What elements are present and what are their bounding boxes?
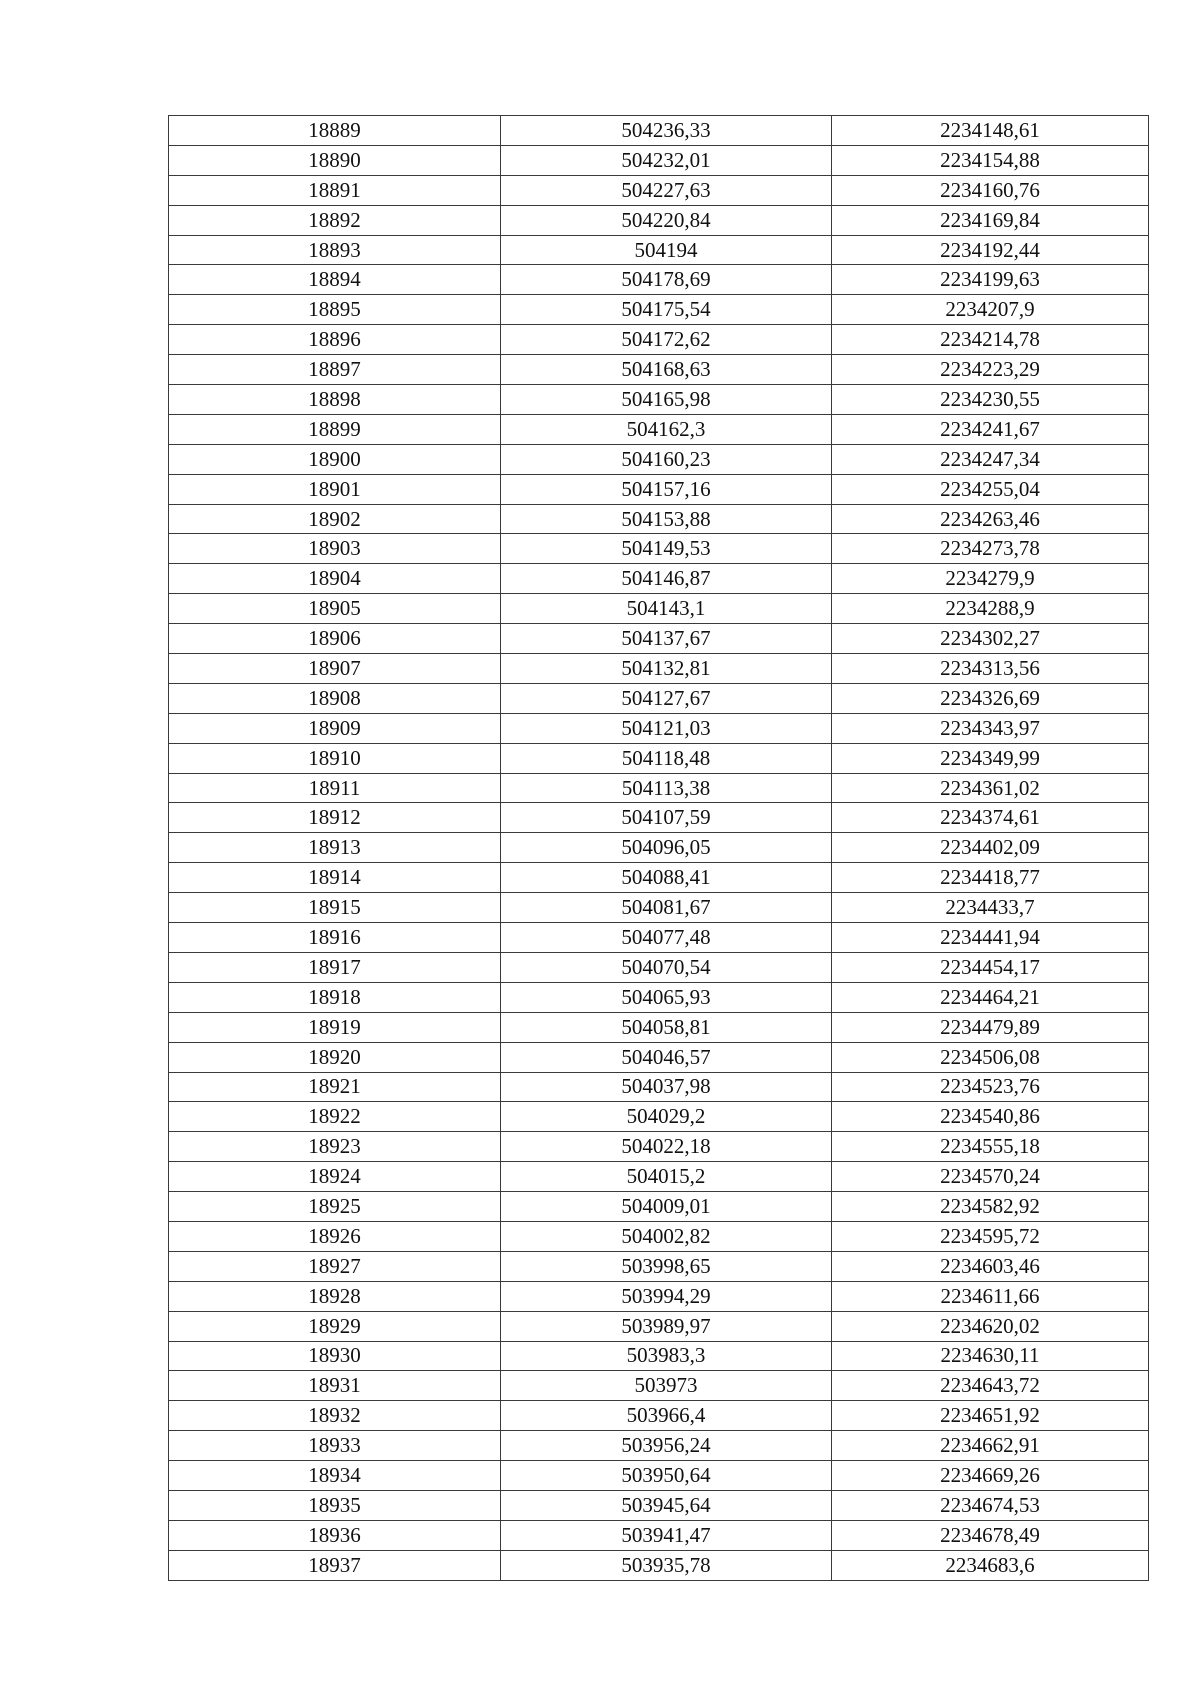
y-coordinate-cell: 2234263,46 bbox=[832, 504, 1149, 534]
table-row bbox=[169, 833, 1149, 863]
x-coordinate-cell: 504081,67 bbox=[501, 893, 832, 923]
y-coordinate-cell: 2234540,86 bbox=[832, 1102, 1149, 1132]
table-row bbox=[169, 654, 1149, 684]
table-row bbox=[169, 1490, 1149, 1520]
y-coordinate-cell: 2234603,46 bbox=[832, 1251, 1149, 1281]
y-coordinate-cell: 2234313,56 bbox=[832, 654, 1149, 684]
table-row bbox=[169, 145, 1149, 175]
table-row bbox=[169, 534, 1149, 564]
point-number-cell: 18917 bbox=[169, 952, 501, 982]
x-coordinate-cell: 503989,97 bbox=[501, 1311, 832, 1341]
table-row bbox=[169, 1311, 1149, 1341]
point-number-cell: 18911 bbox=[169, 773, 501, 803]
table-row bbox=[169, 205, 1149, 235]
y-coordinate-cell: 2234570,24 bbox=[832, 1162, 1149, 1192]
x-coordinate-cell: 503956,24 bbox=[501, 1431, 832, 1461]
table-row bbox=[169, 444, 1149, 474]
table-row bbox=[169, 265, 1149, 295]
y-coordinate-cell: 2234199,63 bbox=[832, 265, 1149, 295]
point-number-cell: 18891 bbox=[169, 175, 501, 205]
table-row bbox=[169, 713, 1149, 743]
x-coordinate-cell: 504037,98 bbox=[501, 1072, 832, 1102]
point-number-cell: 18899 bbox=[169, 414, 501, 444]
table-row bbox=[169, 1251, 1149, 1281]
x-coordinate-cell: 503966,4 bbox=[501, 1401, 832, 1431]
x-coordinate-cell: 504178,69 bbox=[501, 265, 832, 295]
x-coordinate-cell: 504165,98 bbox=[501, 385, 832, 415]
x-coordinate-cell: 503935,78 bbox=[501, 1550, 832, 1580]
table-row bbox=[169, 1012, 1149, 1042]
y-coordinate-cell: 2234169,84 bbox=[832, 205, 1149, 235]
y-coordinate-cell: 2234620,02 bbox=[832, 1311, 1149, 1341]
x-coordinate-cell: 504113,38 bbox=[501, 773, 832, 803]
x-coordinate-cell: 504146,87 bbox=[501, 564, 832, 594]
x-coordinate-cell: 503950,64 bbox=[501, 1461, 832, 1491]
y-coordinate-cell: 2234433,7 bbox=[832, 893, 1149, 923]
x-coordinate-cell: 504077,48 bbox=[501, 923, 832, 953]
x-coordinate-cell: 504143,1 bbox=[501, 594, 832, 624]
table-row bbox=[169, 355, 1149, 385]
y-coordinate-cell: 2234241,67 bbox=[832, 414, 1149, 444]
y-coordinate-cell: 2234643,72 bbox=[832, 1371, 1149, 1401]
x-coordinate-cell: 504002,82 bbox=[501, 1221, 832, 1251]
point-number-cell: 18906 bbox=[169, 624, 501, 654]
point-number-cell: 18894 bbox=[169, 265, 501, 295]
y-coordinate-cell: 2234247,34 bbox=[832, 444, 1149, 474]
y-coordinate-cell: 2234595,72 bbox=[832, 1221, 1149, 1251]
point-number-cell: 18925 bbox=[169, 1192, 501, 1222]
point-number-cell: 18912 bbox=[169, 803, 501, 833]
point-number-cell: 18915 bbox=[169, 893, 501, 923]
point-number-cell: 18919 bbox=[169, 1012, 501, 1042]
table-row bbox=[169, 1431, 1149, 1461]
x-coordinate-cell: 504194 bbox=[501, 235, 832, 265]
table-row bbox=[169, 1072, 1149, 1102]
y-coordinate-cell: 2234464,21 bbox=[832, 982, 1149, 1012]
y-coordinate-cell: 2234361,02 bbox=[832, 773, 1149, 803]
point-number-cell: 18932 bbox=[169, 1401, 501, 1431]
x-coordinate-cell: 504232,01 bbox=[501, 145, 832, 175]
y-coordinate-cell: 2234349,99 bbox=[832, 743, 1149, 773]
y-coordinate-cell: 2234523,76 bbox=[832, 1072, 1149, 1102]
table-row bbox=[169, 295, 1149, 325]
x-coordinate-cell: 504088,41 bbox=[501, 863, 832, 893]
point-number-cell: 18893 bbox=[169, 235, 501, 265]
table-row bbox=[169, 235, 1149, 265]
table-row bbox=[169, 624, 1149, 654]
table-row bbox=[169, 1461, 1149, 1491]
x-coordinate-cell: 504015,2 bbox=[501, 1162, 832, 1192]
point-number-cell: 18914 bbox=[169, 863, 501, 893]
point-number-cell: 18928 bbox=[169, 1281, 501, 1311]
x-coordinate-cell: 504121,03 bbox=[501, 713, 832, 743]
x-coordinate-cell: 504149,53 bbox=[501, 534, 832, 564]
x-coordinate-cell: 503973 bbox=[501, 1371, 832, 1401]
y-coordinate-cell: 2234582,92 bbox=[832, 1192, 1149, 1222]
y-coordinate-cell: 2234669,26 bbox=[832, 1461, 1149, 1491]
y-coordinate-cell: 2234651,92 bbox=[832, 1401, 1149, 1431]
y-coordinate-cell: 2234230,55 bbox=[832, 385, 1149, 415]
y-coordinate-cell: 2234214,78 bbox=[832, 325, 1149, 355]
x-coordinate-cell: 504153,88 bbox=[501, 504, 832, 534]
table-row bbox=[169, 773, 1149, 803]
y-coordinate-cell: 2234683,6 bbox=[832, 1550, 1149, 1580]
x-coordinate-cell: 503994,29 bbox=[501, 1281, 832, 1311]
x-coordinate-cell: 504132,81 bbox=[501, 654, 832, 684]
y-coordinate-cell: 2234148,61 bbox=[832, 116, 1149, 146]
point-number-cell: 18924 bbox=[169, 1162, 501, 1192]
x-coordinate-cell: 504175,54 bbox=[501, 295, 832, 325]
y-coordinate-cell: 2234207,9 bbox=[832, 295, 1149, 325]
point-number-cell: 18909 bbox=[169, 713, 501, 743]
y-coordinate-cell: 2234326,69 bbox=[832, 683, 1149, 713]
y-coordinate-cell: 2234418,77 bbox=[832, 863, 1149, 893]
x-coordinate-cell: 504220,84 bbox=[501, 205, 832, 235]
y-coordinate-cell: 2234506,08 bbox=[832, 1042, 1149, 1072]
point-number-cell: 18935 bbox=[169, 1490, 501, 1520]
point-number-cell: 18895 bbox=[169, 295, 501, 325]
x-coordinate-cell: 504227,63 bbox=[501, 175, 832, 205]
x-coordinate-cell: 504058,81 bbox=[501, 1012, 832, 1042]
table-row bbox=[169, 863, 1149, 893]
table-row bbox=[169, 1042, 1149, 1072]
point-number-cell: 18916 bbox=[169, 923, 501, 953]
point-number-cell: 18904 bbox=[169, 564, 501, 594]
point-number-cell: 18892 bbox=[169, 205, 501, 235]
y-coordinate-cell: 2234302,27 bbox=[832, 624, 1149, 654]
x-coordinate-cell: 504118,48 bbox=[501, 743, 832, 773]
point-number-cell: 18927 bbox=[169, 1251, 501, 1281]
y-coordinate-cell: 2234154,88 bbox=[832, 145, 1149, 175]
table-row bbox=[169, 1221, 1149, 1251]
y-coordinate-cell: 2234441,94 bbox=[832, 923, 1149, 953]
point-number-cell: 18896 bbox=[169, 325, 501, 355]
point-number-cell: 18907 bbox=[169, 654, 501, 684]
table-row bbox=[169, 474, 1149, 504]
y-coordinate-cell: 2234479,89 bbox=[832, 1012, 1149, 1042]
point-number-cell: 18922 bbox=[169, 1102, 501, 1132]
y-coordinate-cell: 2234674,53 bbox=[832, 1490, 1149, 1520]
table-row bbox=[169, 982, 1149, 1012]
y-coordinate-cell: 2234343,97 bbox=[832, 713, 1149, 743]
table-row bbox=[169, 414, 1149, 444]
point-number-cell: 18903 bbox=[169, 534, 501, 564]
x-coordinate-cell: 504065,93 bbox=[501, 982, 832, 1012]
y-coordinate-cell: 2234374,61 bbox=[832, 803, 1149, 833]
point-number-cell: 18937 bbox=[169, 1550, 501, 1580]
coordinate-table bbox=[168, 115, 1149, 1581]
y-coordinate-cell: 2234279,9 bbox=[832, 564, 1149, 594]
table-row bbox=[169, 923, 1149, 953]
point-number-cell: 18923 bbox=[169, 1132, 501, 1162]
table-row bbox=[169, 1371, 1149, 1401]
table-row bbox=[169, 175, 1149, 205]
table-row bbox=[169, 1550, 1149, 1580]
point-number-cell: 18889 bbox=[169, 116, 501, 146]
point-number-cell: 18908 bbox=[169, 683, 501, 713]
y-coordinate-cell: 2234255,04 bbox=[832, 474, 1149, 504]
x-coordinate-cell: 503983,3 bbox=[501, 1341, 832, 1371]
table-row bbox=[169, 564, 1149, 594]
x-coordinate-cell: 504009,01 bbox=[501, 1192, 832, 1222]
table-row bbox=[169, 1102, 1149, 1132]
point-number-cell: 18918 bbox=[169, 982, 501, 1012]
y-coordinate-cell: 2234678,49 bbox=[832, 1520, 1149, 1550]
x-coordinate-cell: 504029,2 bbox=[501, 1102, 832, 1132]
table-row bbox=[169, 504, 1149, 534]
point-number-cell: 18900 bbox=[169, 444, 501, 474]
table-row bbox=[169, 1341, 1149, 1371]
x-coordinate-cell: 504022,18 bbox=[501, 1132, 832, 1162]
x-coordinate-cell: 504127,67 bbox=[501, 683, 832, 713]
y-coordinate-cell: 2234630,11 bbox=[832, 1341, 1149, 1371]
table-row bbox=[169, 743, 1149, 773]
x-coordinate-cell: 504160,23 bbox=[501, 444, 832, 474]
y-coordinate-cell: 2234662,91 bbox=[832, 1431, 1149, 1461]
point-number-cell: 18926 bbox=[169, 1221, 501, 1251]
point-number-cell: 18902 bbox=[169, 504, 501, 534]
table-row bbox=[169, 594, 1149, 624]
y-coordinate-cell: 2234223,29 bbox=[832, 355, 1149, 385]
table-row bbox=[169, 385, 1149, 415]
y-coordinate-cell: 2234192,44 bbox=[832, 235, 1149, 265]
x-coordinate-cell: 504172,62 bbox=[501, 325, 832, 355]
table-row bbox=[169, 325, 1149, 355]
x-coordinate-cell: 504046,57 bbox=[501, 1042, 832, 1072]
coordinate-table-body bbox=[169, 116, 1149, 1581]
x-coordinate-cell: 503945,64 bbox=[501, 1490, 832, 1520]
y-coordinate-cell: 2234402,09 bbox=[832, 833, 1149, 863]
x-coordinate-cell: 504162,3 bbox=[501, 414, 832, 444]
table-row bbox=[169, 952, 1149, 982]
x-coordinate-cell: 504157,16 bbox=[501, 474, 832, 504]
y-coordinate-cell: 2234288,9 bbox=[832, 594, 1149, 624]
point-number-cell: 18901 bbox=[169, 474, 501, 504]
table-row bbox=[169, 803, 1149, 833]
y-coordinate-cell: 2234611,66 bbox=[832, 1281, 1149, 1311]
point-number-cell: 18921 bbox=[169, 1072, 501, 1102]
table-row bbox=[169, 1132, 1149, 1162]
table-row bbox=[169, 683, 1149, 713]
point-number-cell: 18905 bbox=[169, 594, 501, 624]
y-coordinate-cell: 2234454,17 bbox=[832, 952, 1149, 982]
y-coordinate-cell: 2234273,78 bbox=[832, 534, 1149, 564]
table-row bbox=[169, 116, 1149, 146]
point-number-cell: 18920 bbox=[169, 1042, 501, 1072]
point-number-cell: 18890 bbox=[169, 145, 501, 175]
point-number-cell: 18898 bbox=[169, 385, 501, 415]
x-coordinate-cell: 503941,47 bbox=[501, 1520, 832, 1550]
point-number-cell: 18931 bbox=[169, 1371, 501, 1401]
x-coordinate-cell: 503998,65 bbox=[501, 1251, 832, 1281]
table-row bbox=[169, 1192, 1149, 1222]
table-row bbox=[169, 1520, 1149, 1550]
point-number-cell: 18913 bbox=[169, 833, 501, 863]
y-coordinate-cell: 2234555,18 bbox=[832, 1132, 1149, 1162]
x-coordinate-cell: 504236,33 bbox=[501, 116, 832, 146]
x-coordinate-cell: 504096,05 bbox=[501, 833, 832, 863]
table-row bbox=[169, 1401, 1149, 1431]
y-coordinate-cell: 2234160,76 bbox=[832, 175, 1149, 205]
point-number-cell: 18933 bbox=[169, 1431, 501, 1461]
point-number-cell: 18910 bbox=[169, 743, 501, 773]
point-number-cell: 18897 bbox=[169, 355, 501, 385]
x-coordinate-cell: 504137,67 bbox=[501, 624, 832, 654]
table-row bbox=[169, 893, 1149, 923]
point-number-cell: 18930 bbox=[169, 1341, 501, 1371]
x-coordinate-cell: 504070,54 bbox=[501, 952, 832, 982]
point-number-cell: 18934 bbox=[169, 1461, 501, 1491]
x-coordinate-cell: 504107,59 bbox=[501, 803, 832, 833]
table-row bbox=[169, 1162, 1149, 1192]
point-number-cell: 18936 bbox=[169, 1520, 501, 1550]
x-coordinate-cell: 504168,63 bbox=[501, 355, 832, 385]
table-row bbox=[169, 1281, 1149, 1311]
point-number-cell: 18929 bbox=[169, 1311, 501, 1341]
